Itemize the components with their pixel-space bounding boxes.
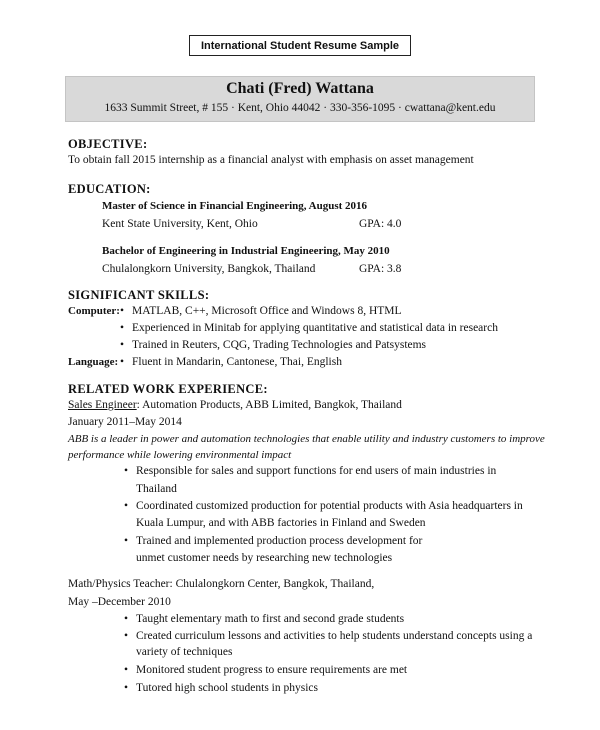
objective-text: To obtain fall 2015 internship as a financial analyst with emphasis on asset management [68, 154, 474, 166]
job-2-bullet-cont: variety of techniques [136, 646, 233, 658]
job-1-bullet: • Responsible for sales and support functions for end users of main industries in [136, 465, 496, 477]
job-1-desc-2: performance while lowering environmental impact [68, 449, 292, 461]
language-label: Language: [68, 356, 119, 368]
job-2-bullet: • Created curriculum lessons and activities to help students understand concepts using a [136, 630, 532, 642]
job-1-bullet-cont: unmet customer needs by researching new technologies [136, 552, 393, 564]
job-2-bullet: • Tutored high school students in physics [136, 682, 318, 694]
experience-heading: RELATED WORK EXPERIENCE: [68, 382, 268, 396]
header-band [65, 76, 535, 122]
job-2-bullet: • Taught elementary math to first and second grade students [136, 613, 404, 625]
job-2-org: : Chulalongkorn Center, Bangkok, Thailand, [169, 578, 375, 590]
school-2: Chulalongkorn University, Bangkok, Thailand [102, 263, 316, 275]
degree-1: Master of Science in Financial Engineering, August 2016 [102, 200, 368, 212]
job-1-title: Sales Engineer [68, 399, 137, 411]
job-1-org: : Automation Products, ABB Limited, Bangkok, Thailand [136, 399, 402, 411]
job-2-bullet: • Monitored student progress to ensure requirements are met [136, 664, 407, 676]
gpa-1: GPA: 4.0 [359, 218, 402, 230]
education-heading: EDUCATION: [68, 182, 151, 196]
skill-item: • Experienced in Minitab for applying quantitative and statistical data in research [132, 322, 498, 334]
document-title: International Student Resume Sample [189, 35, 411, 56]
job-2-dates: May –December 2010 [68, 596, 171, 608]
job-2-line [68, 578, 374, 590]
skill-item: • Trained in Reuters, CQG, Trading Technologies and Patsystems [132, 339, 426, 351]
job-1-bullet-cont: Kuala Lumpur, and with ABB factories in Finland and Sweden [136, 517, 426, 529]
job-1-line [68, 399, 402, 411]
skills-heading: SIGNIFICANT SKILLS: [68, 288, 210, 302]
degree-2: Bachelor of Engineering in Industrial Engineering, May 2010 [102, 245, 390, 257]
objective-heading: OBJECTIVE: [68, 137, 148, 151]
job-1-bullet: • Trained and implemented production process development for [136, 535, 422, 547]
computer-label: Computer: [68, 305, 120, 317]
language-item: • Fluent in Mandarin, Cantonese, Thai, English [132, 356, 342, 368]
job-1-bullet-cont: Thailand [136, 483, 177, 495]
job-1-dates: January 2011–May 2014 [68, 416, 182, 428]
applicant-name: Chati (Fred) Wattana [226, 80, 374, 97]
job-2-title: Math/Physics Teacher [68, 578, 170, 590]
skill-item: • MATLAB, C++, Microsoft Office and Windows 8, HTML [132, 305, 402, 317]
job-1-bullet: • Coordinated customized production for potential products with Asia headquarters in [136, 500, 523, 512]
job-1-desc-1: ABB is a leader in power and automation technologies that enable utility and industry customers to improve [68, 433, 545, 445]
contact-line: 1633 Summit Street, # 155 · Kent, Ohio 44042 · 330-356-1095 · cwattana@kent.edu [104, 102, 496, 114]
school-1: Kent State University, Kent, Ohio [102, 218, 258, 230]
gpa-2: GPA: 3.8 [359, 263, 402, 275]
